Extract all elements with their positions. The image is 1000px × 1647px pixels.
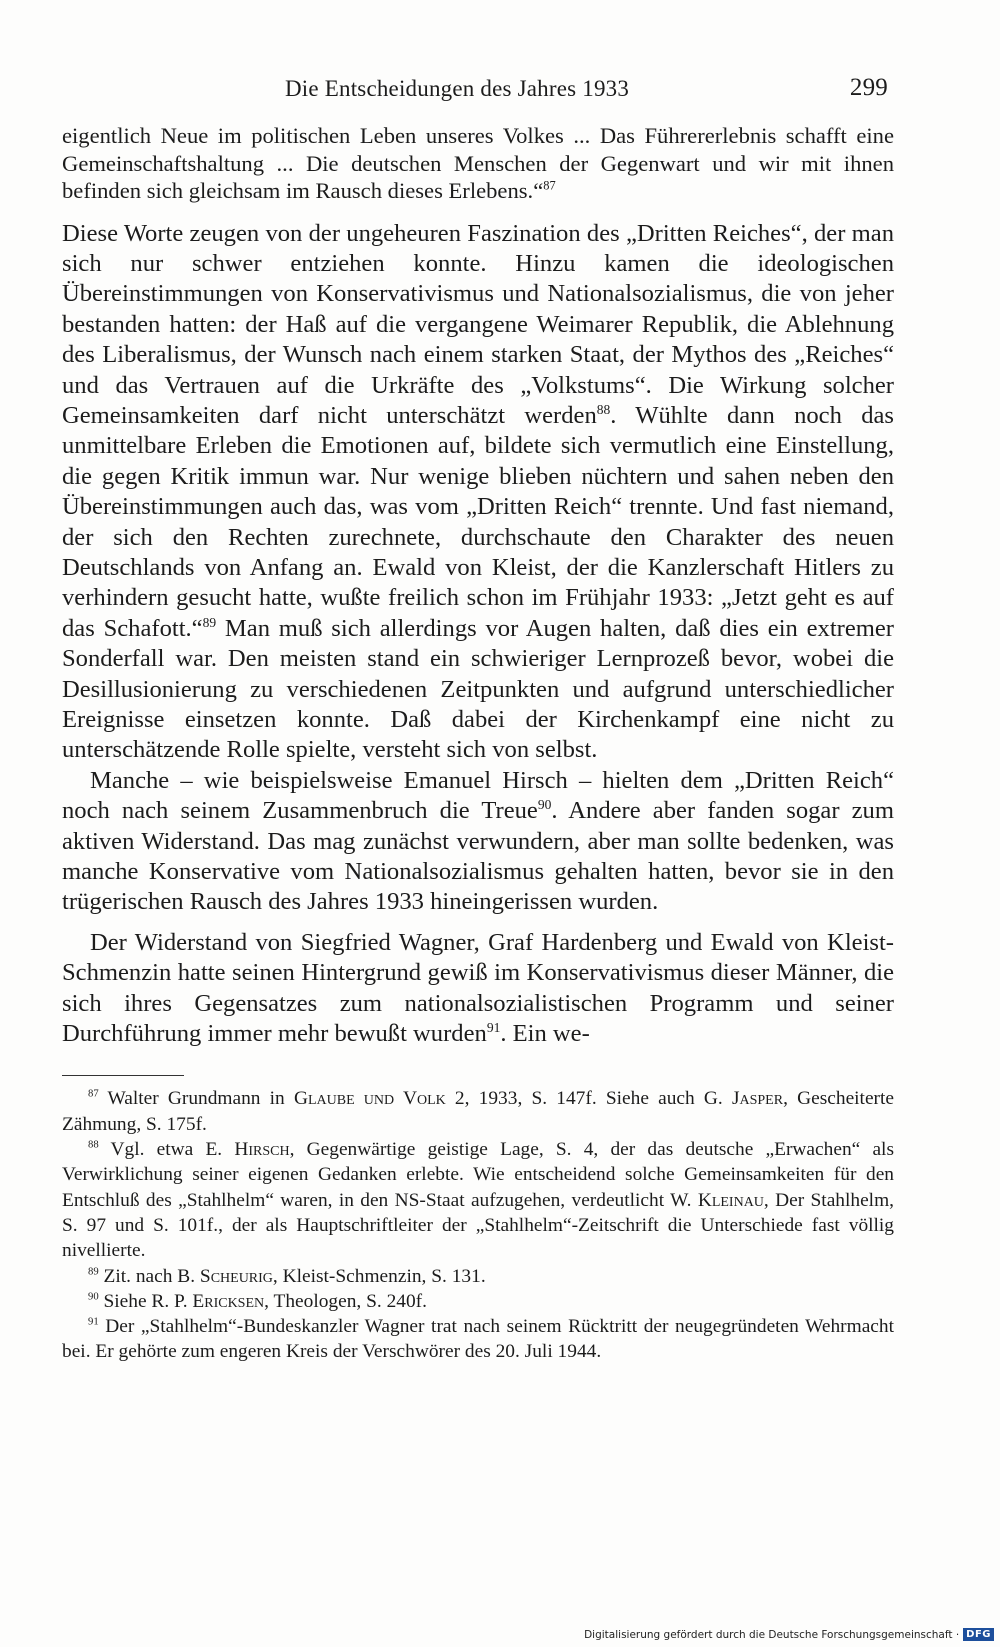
footnote-number: 91 [88, 1315, 99, 1328]
dfg-logo: DFG [963, 1628, 994, 1641]
quote-text: eigentlich Neue im politischen Leben unseres Volkes ... Das Führererlebnis schafft eine Gemeinschaftshaltung ... Die deutschen Menschen der Gegenwart und wir mit ihnen befinden sich gleichsam im Rausch dieses Erlebens.“ [62, 123, 894, 203]
footnote-text: Walter Grundmann in [98, 1088, 294, 1110]
footnote-author: Ericksen [192, 1290, 265, 1312]
footnote-author: Hirsch [234, 1139, 290, 1161]
footnote-journal: Glaube und Volk [293, 1088, 446, 1110]
footnote-88 [62, 1137, 894, 1263]
footnote-ref-91: 91 [486, 1019, 501, 1035]
running-head [62, 70, 894, 110]
paragraph-2 [62, 766, 894, 918]
footnote-text: , Kleist-Schmenzin, S. 131. [272, 1265, 486, 1287]
footnote-author: Scheurig [199, 1265, 273, 1287]
footnote-number: 89 [88, 1265, 99, 1278]
footnote-author: Kleinau [697, 1189, 764, 1211]
footnote-87 [62, 1086, 894, 1137]
footnote-90 [62, 1289, 894, 1314]
footnote-number: 90 [88, 1290, 99, 1303]
page-number: 299 [849, 74, 888, 101]
running-head-title: Die Entscheidungen des Jahres 1933 [285, 76, 630, 101]
book-page [62, 70, 894, 1365]
footnote-89 [62, 1264, 894, 1289]
footnote-text: 2, 1933, S. 147f. Siehe auch G. [445, 1088, 732, 1110]
footnote-author: Jasper [731, 1088, 784, 1110]
footnote-text: , Theologen, S. 240f. [264, 1290, 427, 1312]
footnote-ref-89: 89 [202, 614, 217, 630]
footnote-ref-87: 87 [543, 178, 556, 193]
footnote-text: , Gegenwärtige geistige Lage, S. 4, der das deutsche „Erwachen“ als Verwirklichung seiner eigenen Gedanken erlebte. Wie entscheidend solche Gemeinsamkeiten für den Entschluß des „Stahlhelm“ waren, in den NS-Staat aufzugehen, verdeutlicht W. [62, 1139, 894, 1211]
footnote-text: Zit. nach B. [98, 1265, 200, 1287]
credit-text: Digitalisierung gefördert durch die Deutsche Forschungsgemeinschaft · [584, 1628, 960, 1641]
paragraph-1-text-a: Diese Worte zeugen von der ungeheuren Faszination des „Dritten Reiches“, der man sich nur schwer entziehen konnte. Hinzu kamen die ideologischen Übereinstimmungen von Konservativismus und Nationalsozialismus, die von jeher bestanden hatten: der Haß auf die vergangene Weimarer Republik, die Ablehnung des Liberalismus, der Wunsch nach einem starken Staat, der Mythos des „Reiches“ und das Vertrauen auf die Urkräfte des „Volkstums“. Die Wirkung solcher Gemeinsamkeiten darf nicht unterschätzt werden [62, 219, 894, 429]
footnote-91 [62, 1314, 894, 1365]
footnote-divider [62, 1075, 184, 1076]
paragraph-2-text-b: . Andere aber fanden sogar zum aktiven Widerstand. Das mag zunächst verwundern, aber man sollte bedenken, was manche Konservative vom Nationalsozialismus gehalten hatten, bevor sie in den trügerischen Rausch des Jahres 1933 hineingerissen wurden. [62, 797, 894, 916]
paragraph-3-text-a: Der Widerstand von Siegfried Wagner, Graf Hardenberg und Ewald von Kleist-Schmenzin hatte seinen Hintergrund gewiß im Konservativismus dieser Männer, die sich ihres Gegensatzes zum nationalsozialistischen Programm und seiner Durchführung immer mehr bewußt wurden [62, 928, 894, 1048]
paragraph-1 [62, 219, 894, 766]
paragraph-3-text-b: . Ein we- [500, 1020, 590, 1048]
paragraph-3 [62, 928, 894, 1050]
footnote-ref-88: 88 [596, 401, 611, 417]
digitization-credit [584, 1628, 994, 1641]
footnote-text: , Der Stahlhelm, S. 97 und S. 101f., der als Hauptschriftleiter der „Stahlhelm“-Zeitschrift die Unterschiede fast völlig nivellierte. [62, 1189, 894, 1262]
footnote-ref-90: 90 [537, 797, 552, 813]
quote-continuation [62, 122, 894, 205]
paragraph-2-text-a: Manche – wie beispielsweise Emanuel Hirsch – hielten dem „Dritten Reich“ noch nach seinem Zusammenbruch die Treue [62, 766, 894, 825]
footnote-text: Vgl. etwa E. [98, 1139, 235, 1161]
footnote-number: 88 [88, 1138, 99, 1151]
footnote-text: Siehe R. P. [98, 1290, 193, 1312]
footnote-text: , Gescheiterte Zähmung, S. 175f. [62, 1088, 895, 1135]
footnote-number: 87 [88, 1088, 99, 1100]
footnote-text: Der „Stahlhelm“-Bundeskanzler Wagner trat nach seinem Rücktritt der neugegründeten Wehrmacht bei. Er gehörte zum engeren Kreis der Verschwörer des 20. Juli 1944. [62, 1316, 894, 1363]
paragraph-1-text-b: . Wühlte dann noch das unmittelbare Erleben die Emotionen auf, bildete sich vermutlich eine Einstellung, die gegen Kritik immun war. Nur wenige blieben nüchtern und sahen neben den Übereinstimmungen auch das, was vom „Dritten Reich“ trennte. Und fast niemand, der sich den Rechten zurechnete, durchschaute den Charakter des neuen Deutschlands von Anfang an. Ewald von Kleist, der die Kanzlerschaft Hitlers zu verhindern gesucht hatte, wußte freilich schon im Frühjahr 1933: „Jetzt geht es auf das Schafott.“ [62, 401, 894, 642]
paragraph-1-text-c: Man muß sich allerdings vor Augen halten, daß dies ein extremer Sonderfall war. Den meisten stand ein schwieriger Lernprozeß bevor, wobei die Desillusionierung zu verschiedenen Zeitpunkten und aufgrund unterschiedlicher Ereignisse einsetzen konnte. Daß dabei der Kirchenkampf eine nicht zu unterschätzende Rolle spielte, versteht sich von selbst. [62, 614, 894, 764]
